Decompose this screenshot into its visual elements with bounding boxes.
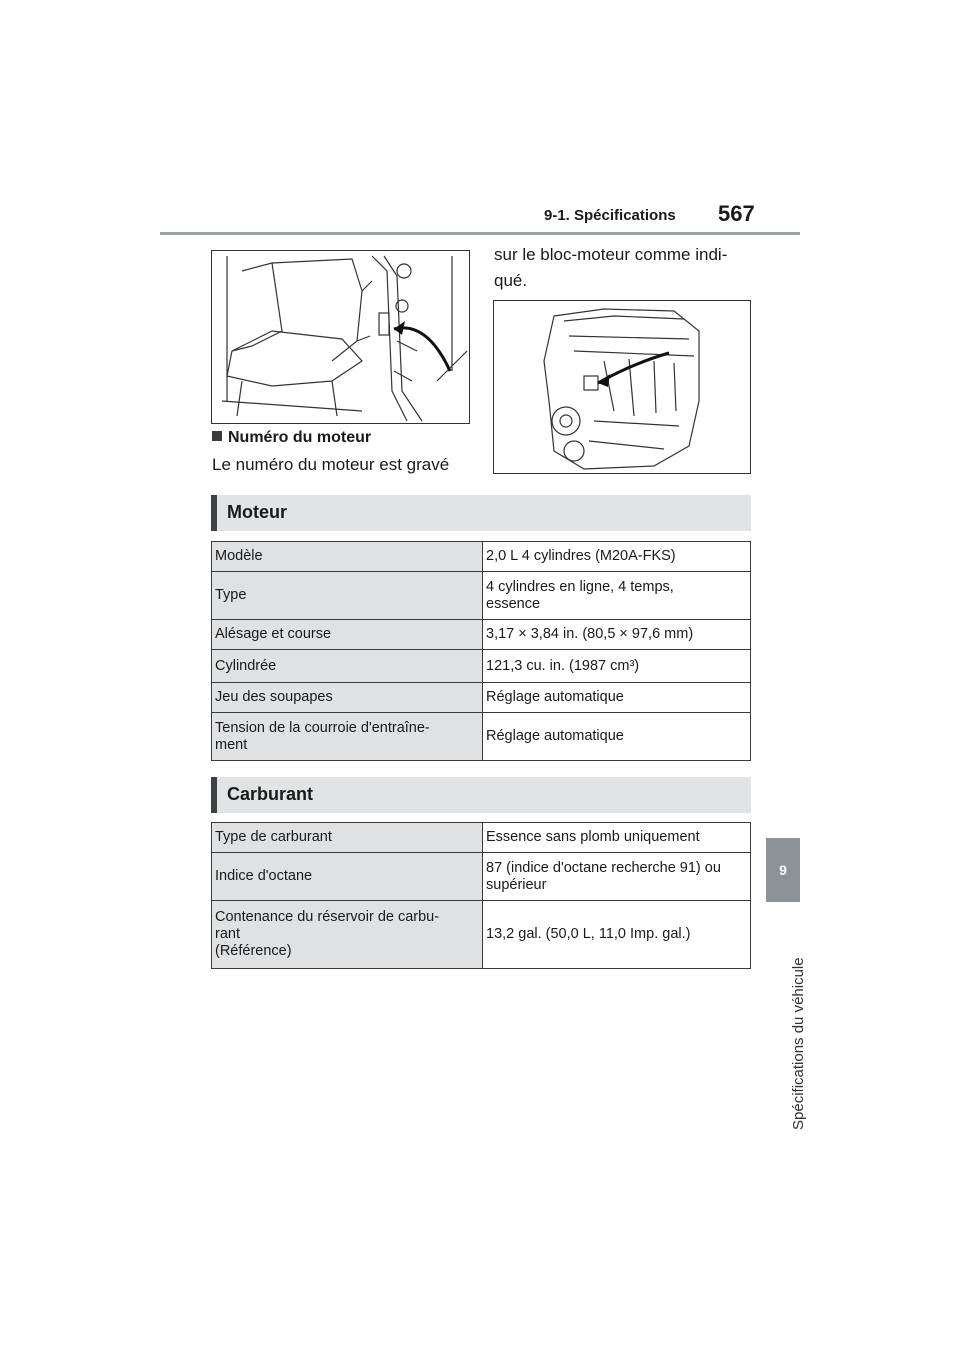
table-row: Jeu des soupapes Réglage automatique: [212, 683, 751, 713]
door-pillar-illustration: [212, 251, 469, 423]
table-row: Type 4 cylindres en ligne, 4 temps, essence: [212, 572, 751, 620]
chapter-number: 9: [779, 862, 787, 878]
chapter-title: Spécifications du véhicule: [790, 957, 807, 1130]
chapter-tab[interactable]: [766, 838, 800, 902]
seat-figure: [211, 250, 470, 424]
engine-number-text: Le numéro du moteur est gravé: [212, 455, 450, 474]
section-title-carburant: Carburant: [227, 784, 314, 804]
section-bar-moteur: [211, 495, 751, 531]
table-row: Indice d'octane 87 (indice d'octane recherche 91) ou supérieur: [212, 853, 751, 901]
table-row: Type de carburant Essence sans plomb uniquement: [212, 823, 751, 853]
table-row: Modèle 2,0 L 4 cylindres (M20A-FKS): [212, 542, 751, 572]
bullet-square-icon: [212, 431, 222, 441]
table-row: Tension de la courroie d'entraîne- ment Réglage automatique: [212, 713, 751, 761]
engine-spec-table: [211, 541, 751, 761]
engine-number-heading: Numéro du moteur: [212, 429, 371, 447]
section-bar-carburant: [211, 777, 751, 813]
header-rule: [160, 232, 800, 235]
engine-figure: [493, 300, 751, 474]
fuel-spec-table: [211, 822, 751, 969]
page-number: 567: [718, 201, 755, 226]
section-title-moteur: Moteur: [227, 502, 287, 522]
table-row: Cylindrée 121,3 cu. in. (1987 cm³): [212, 650, 751, 683]
table-row: Alésage et course 3,17 × 3,84 in. (80,5 × 97,6 mm): [212, 620, 751, 650]
table-row: Contenance du réservoir de carbu- rant (Référence) 13,2 gal. (50,0 L, 11,0 Imp. gal.): [212, 901, 751, 969]
engine-block-illustration: [494, 301, 750, 473]
continuation-text: sur le bloc-moteur comme indi- qué.: [494, 245, 728, 290]
section-title: 9-1. Spécifications: [544, 207, 676, 224]
